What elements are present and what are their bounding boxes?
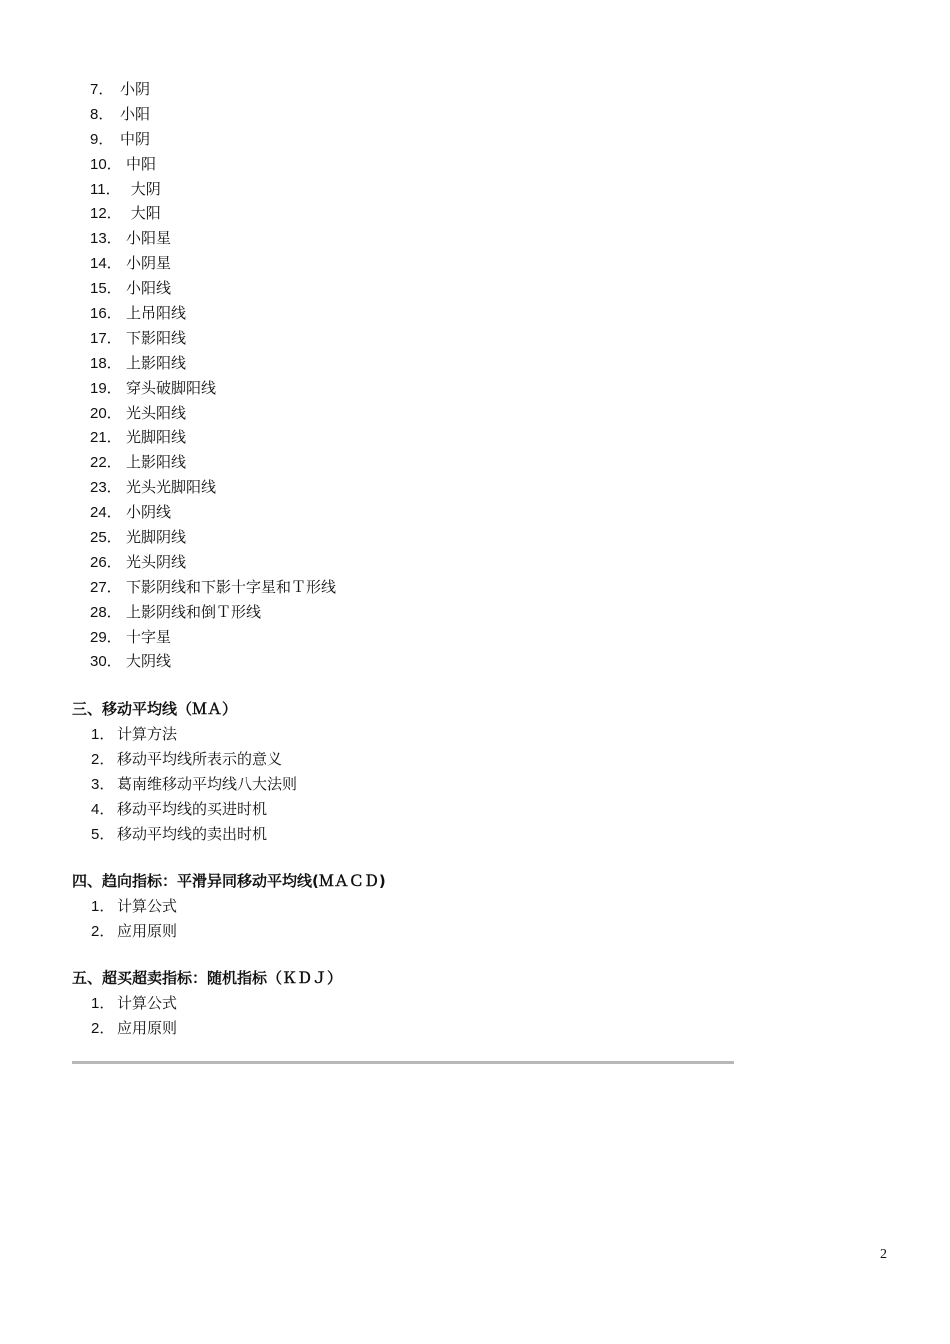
item-number: 28．	[90, 603, 122, 621]
item-text: 大阴	[126, 179, 161, 198]
item-text: 小阳	[120, 104, 151, 123]
item-text: 葛南维移动平均线八大法则	[117, 774, 298, 793]
item-text: 光头光脚阳线	[126, 478, 217, 497]
item-text: 上影阴线和倒Ｔ形线	[126, 602, 262, 621]
item-text: 下影阳线	[126, 328, 187, 347]
item-text: 上吊阳线	[126, 304, 187, 323]
list-item	[90, 425, 336, 450]
item-text: 计算公式	[117, 897, 178, 915]
item-number: 26．	[90, 553, 122, 571]
list-item	[90, 525, 336, 550]
list-item	[91, 1016, 342, 1041]
list-item	[90, 475, 336, 500]
candlestick-list	[90, 77, 336, 674]
list-item	[91, 797, 297, 822]
list-item	[90, 550, 336, 575]
item-number: 14．	[90, 255, 122, 273]
section-heading: 五、超买超卖指标：随机指标（ＫＤＪ）	[72, 969, 343, 987]
list-item	[90, 450, 336, 475]
item-number: 25．	[90, 529, 122, 547]
list-item	[90, 575, 336, 600]
horizontal-divider	[72, 1061, 734, 1064]
section-items	[72, 991, 342, 1041]
list-item	[90, 251, 336, 276]
item-number: 2．	[91, 1019, 115, 1037]
item-number: 27．	[90, 578, 122, 596]
list-item	[91, 722, 297, 747]
list-item	[90, 102, 336, 127]
item-text: 光脚阳线	[126, 428, 187, 447]
item-text: 计算公式	[117, 994, 178, 1012]
list-item	[90, 376, 336, 401]
item-text: 大阴线	[126, 652, 172, 671]
item-text: 光头阳线	[126, 403, 187, 422]
item-text: 十字星	[126, 627, 172, 646]
item-text: 穿头破脚阳线	[126, 378, 217, 397]
section-heading: 三、移动平均线（ＭＡ）	[72, 700, 238, 718]
item-number: 22．	[90, 454, 122, 472]
item-number: 1．	[91, 995, 115, 1012]
section-macd	[72, 868, 386, 944]
list-item	[90, 500, 336, 525]
item-text: 上影阳线	[126, 353, 187, 372]
item-text: 光脚阴线	[126, 528, 187, 547]
list-item	[90, 326, 336, 351]
item-number: 15．	[90, 280, 122, 298]
list-item	[91, 747, 297, 772]
item-number: 5．	[91, 825, 115, 843]
item-text: 小阴星	[126, 254, 172, 273]
item-number: 3．	[91, 775, 115, 793]
list-item	[91, 991, 342, 1016]
item-number: 9．	[90, 130, 114, 148]
list-item	[90, 649, 336, 674]
item-text: 应用原则	[117, 921, 178, 940]
item-number: 17．	[90, 329, 122, 347]
item-text: 中阳	[126, 154, 157, 173]
list-item	[90, 351, 336, 376]
item-number: 30．	[90, 653, 122, 671]
item-text: 移动平均线所表示的意义	[117, 749, 283, 768]
item-number: 21．	[90, 429, 122, 447]
item-number: 1．	[91, 726, 115, 743]
item-text: 移动平均线的买进时机	[117, 799, 268, 818]
item-text: 大阳	[126, 204, 161, 223]
item-number: 10．	[90, 155, 122, 173]
item-number: 18．	[90, 354, 122, 372]
item-text: 小阳线	[126, 279, 172, 298]
list-item	[90, 401, 336, 426]
list-item	[90, 600, 336, 625]
section-kdj	[72, 965, 342, 1041]
item-number: 11．	[90, 180, 121, 198]
item-text: 移动平均线的卖出时机	[117, 824, 268, 843]
item-number: 2．	[91, 750, 115, 768]
item-number: 13．	[90, 230, 122, 248]
page-number: 2	[880, 1247, 887, 1262]
list-item	[90, 127, 336, 152]
item-number: 23．	[90, 479, 122, 497]
list-item	[91, 772, 297, 797]
item-text: 上影阳线	[126, 453, 187, 472]
item-number: 19．	[90, 379, 122, 397]
section-heading: 四、趋向指标：平滑异同移动平均线(ＭＡＣＤ)	[72, 872, 386, 890]
list-item	[91, 822, 297, 847]
item-number: 12．	[90, 205, 122, 223]
item-number: 29．	[90, 628, 122, 646]
item-text: 小阴	[120, 80, 151, 98]
item-number: 16．	[90, 305, 122, 323]
item-number: 4．	[91, 800, 115, 818]
list-item	[90, 152, 336, 177]
list-item	[91, 894, 386, 919]
list-item	[90, 201, 336, 226]
item-text: 应用原则	[117, 1018, 178, 1037]
list-item	[90, 625, 336, 650]
section-items	[72, 722, 297, 846]
list-item	[90, 77, 336, 102]
item-text: 中阴	[120, 129, 151, 148]
item-number: 2．	[91, 922, 115, 940]
list-item	[91, 919, 386, 944]
item-text: 小阳星	[126, 229, 172, 248]
item-text: 下影阴线和下影十字星和Ｔ形线	[126, 577, 337, 596]
item-number: 20．	[90, 404, 122, 422]
item-number: 1．	[91, 898, 115, 915]
item-text: 光头阴线	[126, 552, 187, 571]
item-number: 7．	[90, 81, 114, 98]
list-item	[90, 177, 336, 202]
list-item	[90, 301, 336, 326]
item-number: 24．	[90, 504, 122, 522]
item-text: 小阴线	[126, 503, 172, 522]
section-items	[72, 894, 386, 944]
item-number: 8．	[90, 105, 114, 123]
list-item	[90, 276, 336, 301]
section-ma	[72, 696, 297, 846]
item-text: 计算方法	[117, 725, 178, 743]
list-item	[90, 226, 336, 251]
